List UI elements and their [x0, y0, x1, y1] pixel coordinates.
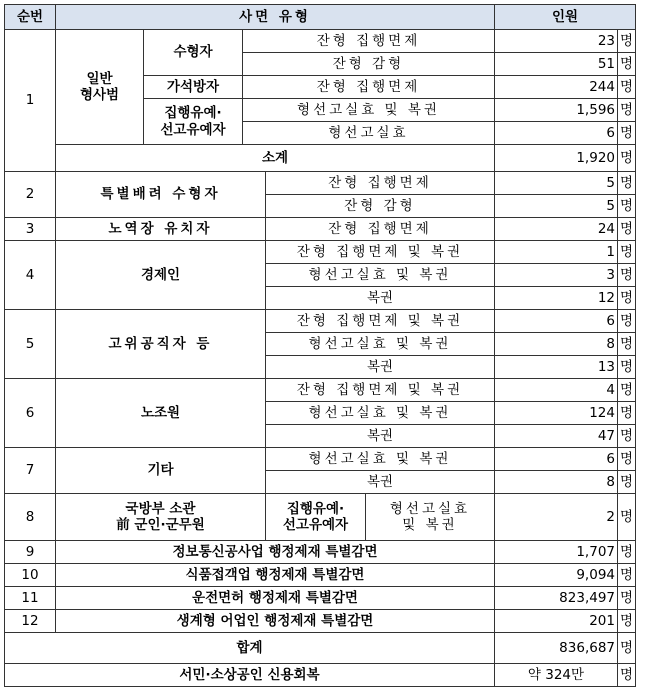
count-value: 23: [495, 30, 618, 53]
count-unit: 명: [618, 541, 636, 564]
total-label: 합계: [5, 633, 495, 664]
count-value: 124: [495, 402, 618, 425]
count-value: 5: [495, 195, 618, 218]
amnesty-table-container: [4, 4, 636, 687]
count-value: 1,707: [495, 541, 618, 564]
subtotal-row: [5, 145, 636, 172]
detail-cell: 형선고실효 및 복권: [266, 448, 495, 471]
detail-cell: 복권: [266, 425, 495, 448]
count-value: 823,497: [495, 587, 618, 610]
count-unit: 명: [618, 564, 636, 587]
count-unit: 명: [618, 145, 636, 172]
seq-cell: 9: [5, 541, 56, 564]
header-seq: 순번: [5, 5, 56, 30]
count-value: 24: [495, 218, 618, 241]
detail-cell: 복권: [266, 287, 495, 310]
count-unit: 명: [618, 53, 636, 76]
detail-cell: 복권: [266, 471, 495, 494]
total-unit: 명: [618, 633, 636, 664]
detail-cell: 잔형 집행면제 및 복권: [266, 241, 495, 264]
subcategory-cell: 가석방자: [144, 76, 243, 99]
table-row: [5, 610, 636, 633]
header-row: [5, 5, 636, 30]
seq-cell: 5: [5, 310, 56, 379]
seq-cell: 3: [5, 218, 56, 241]
detail-cell: 잔형 감형: [266, 195, 495, 218]
category-cell: 특별배려 수형자: [56, 172, 266, 218]
detail-cell: 형선고실효 및 복권: [266, 402, 495, 425]
detail-cell: 잔형 집행면제: [243, 30, 495, 53]
count-unit: 명: [618, 587, 636, 610]
detail-cell: 형선고실효 및 복권: [366, 494, 495, 541]
count-unit: 명: [618, 99, 636, 122]
table-row: [5, 379, 636, 402]
count-value: 244: [495, 76, 618, 99]
table-row: [5, 30, 636, 53]
table-row: [5, 564, 636, 587]
count-unit: 명: [618, 471, 636, 494]
count-unit: 명: [618, 218, 636, 241]
credit-label: 서민·소상공인 신용회복: [5, 664, 495, 687]
seq-cell: 10: [5, 564, 56, 587]
count-value: 51: [495, 53, 618, 76]
count-value: 1: [495, 241, 618, 264]
table-row: [5, 310, 636, 333]
credit-value: 약 324만: [495, 664, 618, 687]
category-cell: 일반 형사범: [56, 30, 144, 145]
category-cell: 생계형 어업인 행정제재 특별감면: [56, 610, 495, 633]
count-unit: 명: [618, 494, 636, 541]
detail-cell: 형선고실효: [243, 122, 495, 145]
count-value: 6: [495, 448, 618, 471]
detail-cell: 잔형 집행면제: [266, 172, 495, 195]
count-unit: 명: [618, 402, 636, 425]
detail-cell: 잔형 집행면제 및 복권: [266, 379, 495, 402]
count-unit: 명: [618, 76, 636, 99]
table-row: [5, 172, 636, 195]
detail-cell: 잔형 집행면제: [243, 76, 495, 99]
subtotal-value: 1,920: [495, 145, 618, 172]
detail-cell: 복권: [266, 356, 495, 379]
category-cell: 노조원: [56, 379, 266, 448]
amnesty-table: [4, 4, 636, 687]
count-unit: 명: [618, 122, 636, 145]
subcategory-cell: 집행유예· 선고유예자: [266, 494, 366, 541]
credit-row: [5, 664, 636, 687]
subcategory-cell: 집행유예· 선고유예자: [144, 99, 243, 145]
category-cell: 정보통신공사업 행정제재 특별감면: [56, 541, 495, 564]
count-value: 4: [495, 379, 618, 402]
header-case-type: 사면 유형: [56, 5, 495, 30]
category-cell: 기타: [56, 448, 266, 494]
count-value: 8: [495, 471, 618, 494]
seq-cell: 2: [5, 172, 56, 218]
count-value: 9,094: [495, 564, 618, 587]
detail-cell: 잔형 집행면제 및 복권: [266, 310, 495, 333]
table-row: [5, 541, 636, 564]
seq-cell: 8: [5, 494, 56, 541]
detail-cell: 형선고실효 및 복권: [243, 99, 495, 122]
detail-cell: 잔형 감형: [243, 53, 495, 76]
count-unit: 명: [618, 310, 636, 333]
count-unit: 명: [618, 287, 636, 310]
table-row: [5, 587, 636, 610]
category-cell: 경제인: [56, 241, 266, 310]
count-unit: 명: [618, 448, 636, 471]
count-value: 201: [495, 610, 618, 633]
count-unit: 명: [618, 379, 636, 402]
count-unit: 명: [618, 30, 636, 53]
table-row: [5, 241, 636, 264]
count-unit: 명: [618, 610, 636, 633]
category-cell: 식품접객업 행정제재 특별감면: [56, 564, 495, 587]
count-unit: 명: [618, 333, 636, 356]
seq-cell: 12: [5, 610, 56, 633]
count-value: 8: [495, 333, 618, 356]
category-cell: 고위공직자 등: [56, 310, 266, 379]
count-value: 1,596: [495, 99, 618, 122]
seq-cell: 11: [5, 587, 56, 610]
table-row: [5, 218, 636, 241]
count-unit: 명: [618, 241, 636, 264]
table-row: [5, 448, 636, 471]
seq-cell: 6: [5, 379, 56, 448]
seq-cell: 1: [5, 30, 56, 172]
category-cell: 운전면허 행정제재 특별감면: [56, 587, 495, 610]
total-value: 836,687: [495, 633, 618, 664]
subcategory-cell: 수형자: [144, 30, 243, 76]
count-unit: 명: [618, 425, 636, 448]
count-value: 47: [495, 425, 618, 448]
count-value: 6: [495, 122, 618, 145]
subtotal-label: 소계: [56, 145, 495, 172]
count-value: 2: [495, 494, 618, 541]
count-value: 12: [495, 287, 618, 310]
category-cell: 국방부 소관 前 군인·군무원: [56, 494, 266, 541]
credit-unit: 명: [618, 664, 636, 687]
seq-cell: 4: [5, 241, 56, 310]
header-count: 인원: [495, 5, 636, 30]
count-unit: 명: [618, 195, 636, 218]
count-value: 6: [495, 310, 618, 333]
detail-cell: 잔형 집행면제: [266, 218, 495, 241]
seq-cell: 7: [5, 448, 56, 494]
count-unit: 명: [618, 172, 636, 195]
count-unit: 명: [618, 264, 636, 287]
count-value: 3: [495, 264, 618, 287]
category-cell: 노역장 유치자: [56, 218, 266, 241]
count-unit: 명: [618, 356, 636, 379]
total-row: [5, 633, 636, 664]
detail-cell: 형선고실효 및 복권: [266, 264, 495, 287]
count-value: 5: [495, 172, 618, 195]
table-row: [5, 494, 636, 541]
detail-cell: 형선고실효 및 복권: [266, 333, 495, 356]
count-value: 13: [495, 356, 618, 379]
